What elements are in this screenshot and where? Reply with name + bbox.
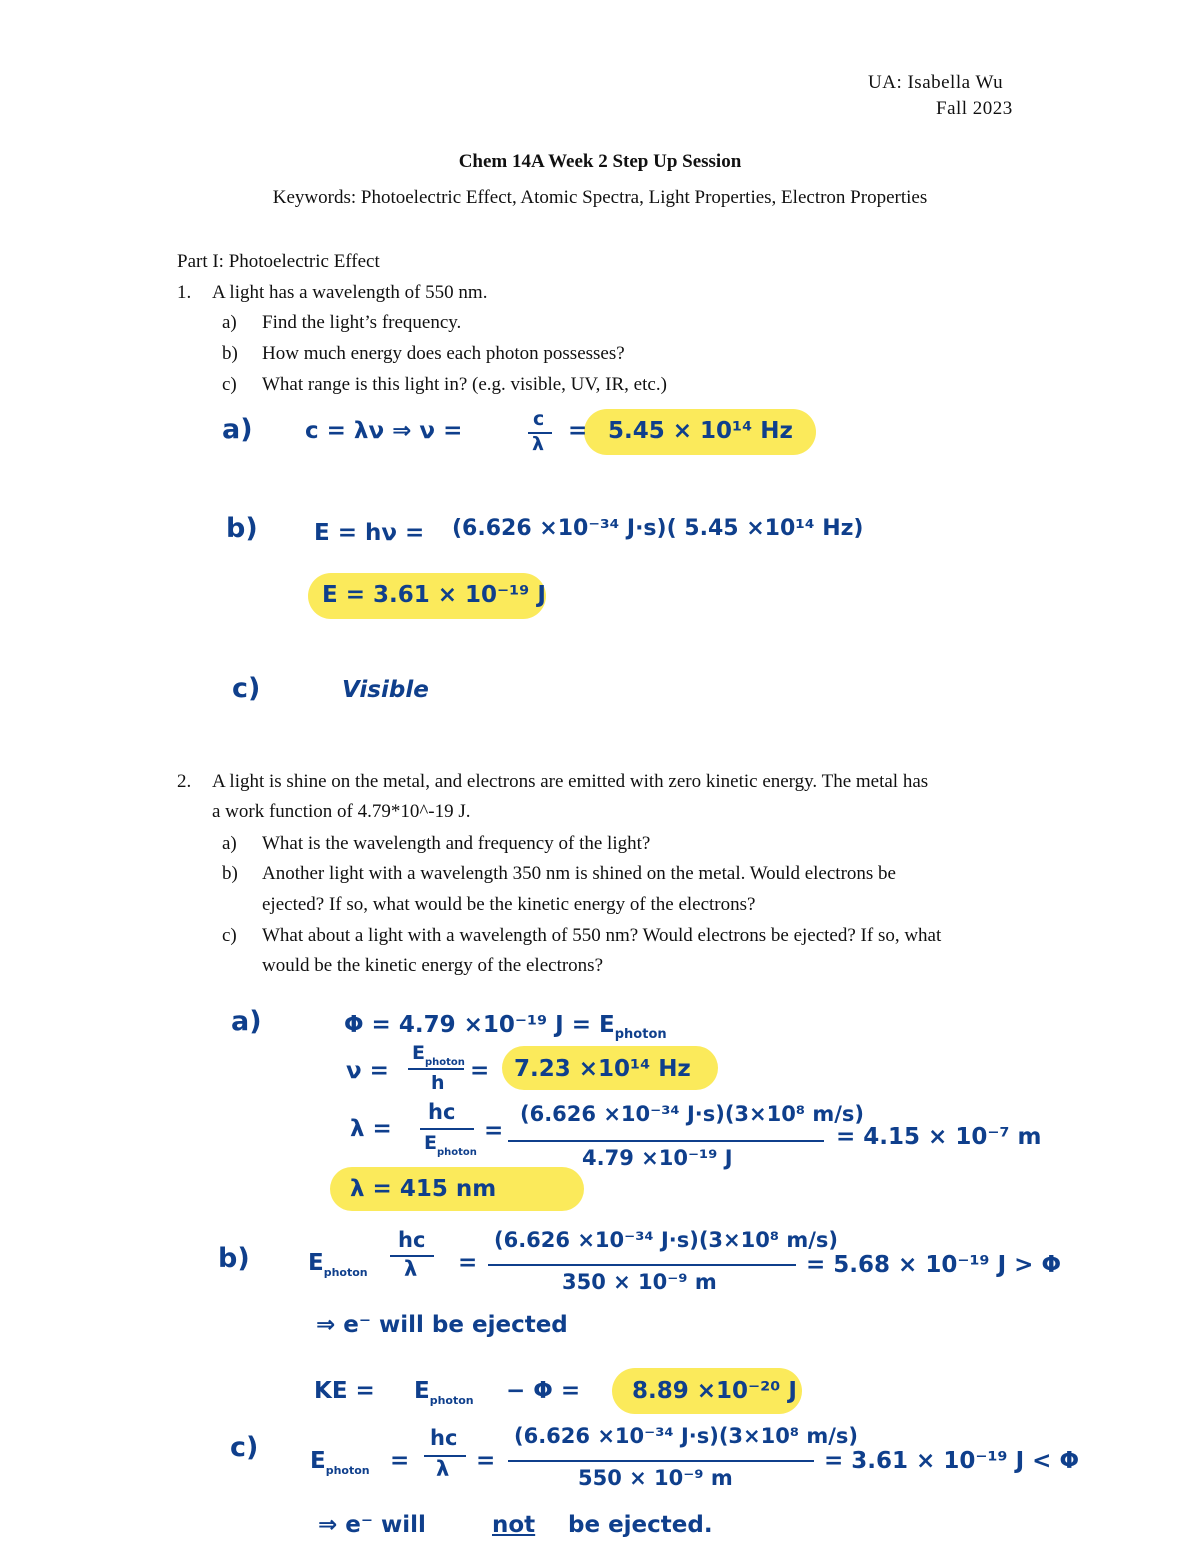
hw-2b-ke-rest: − Φ =	[506, 1378, 581, 1404]
hw-2a-lam-bar	[420, 1128, 474, 1130]
hw-1c-answer: Visible	[342, 677, 429, 703]
hw-2a-nu-eq: =	[470, 1058, 490, 1084]
page-title: Chem 14A Week 2 Step Up Session	[458, 151, 742, 172]
hw-2c-den: λ	[436, 1457, 450, 1481]
ua-name: UA: Isabella Wu	[868, 72, 1004, 93]
hw-2b-ke-mid: $E_{photon}$	[414, 1378, 474, 1407]
q1-item-b-letter: b)	[222, 343, 238, 364]
hw-1b-label: b)	[226, 513, 258, 544]
hw-2a-lam-big-bar	[508, 1140, 824, 1142]
hw-2b-ke-answer: 8.89 ×10⁻²⁰ J	[632, 1378, 797, 1404]
hw-2a-lam-big-den: 4.79 ×10⁻¹⁹ J	[582, 1146, 733, 1170]
hw-2a-lam-num: hc	[428, 1100, 456, 1124]
hw-2b-num: hc	[398, 1228, 426, 1252]
hw-2a-phi-line: Φ = 4.79 ×10⁻¹⁹ $J = E_{photon}$	[344, 1012, 667, 1042]
hw-2b-implies: ⇒ e⁻ will be ejected	[316, 1312, 568, 1338]
q2-text-line2: a work function of 4.79*10^-19 J.	[212, 801, 471, 822]
q2-number: 2.	[177, 771, 192, 792]
hw-2b-eq: =	[458, 1250, 478, 1276]
q2-item-b-text-2: ejected? If so, what would be the kinetic energy of the electrons?	[262, 894, 756, 915]
hw-2c-big-den: 550 × 10⁻⁹ m	[578, 1466, 733, 1490]
hw-2c-big-bar	[508, 1460, 814, 1462]
hw-2a-nu-bar	[408, 1068, 464, 1070]
hw-2c-implies-b: be ejected.	[568, 1512, 713, 1538]
hw-2a-label: a)	[231, 1006, 262, 1037]
hw-1a-frac-den: λ	[532, 433, 545, 455]
hw-2a-answer: λ = 415 nm	[350, 1176, 497, 1202]
keywords: Keywords: Photoelectric Effect, Atomic Spectra, Light Properties, Electron Properties	[272, 187, 928, 208]
q2-item-c-letter: c)	[222, 925, 237, 946]
hw-2c-result: = 3.61 × 10⁻¹⁹ J < Φ	[824, 1448, 1080, 1474]
q2-item-c-text-1: What about a light with a wavelength of 550 nm? Would electrons be ejected? If so, what	[262, 925, 942, 946]
hw-2c-label: c)	[230, 1432, 259, 1463]
q2-item-a-text: What is the wavelength and frequency of the light?	[262, 833, 651, 854]
q1-item-a-letter: a)	[222, 312, 237, 333]
hw-2c-lhs-eq: =	[390, 1448, 410, 1474]
q1-item-c-letter: c)	[222, 374, 237, 395]
hw-2c-lhs: $E_{photon}$	[310, 1448, 370, 1477]
hw-2a-nu-den: h	[431, 1072, 445, 1094]
hw-1a-equation: c = λν ⇒ ν =	[305, 418, 463, 444]
hw-2c-num: hc	[430, 1426, 458, 1450]
q2-item-b-text-1: Another light with a wavelength 350 nm is shined on the metal. Would electrons be	[262, 863, 896, 884]
hw-2b-big-num: (6.626 ×10⁻³⁴ J·s)(3×10⁸ m/s)	[494, 1228, 839, 1252]
part-heading: Part I: Photoelectric Effect	[177, 251, 380, 272]
hw-2b-lhs: $E_{photon}$	[308, 1250, 368, 1279]
hw-2a-lam-result: = 4.15 × 10⁻⁷ m	[836, 1124, 1042, 1150]
hw-2a-lam-den: $E_{photon}$	[424, 1132, 477, 1158]
hw-1a-label: a)	[222, 414, 253, 445]
hw-1c-label: c)	[232, 673, 261, 704]
hw-2b-result: = 5.68 × 10⁻¹⁹ J > Φ	[806, 1252, 1062, 1278]
q1-text: A light has a wavelength of 550 nm.	[212, 282, 488, 303]
q2-text-line1: A light is shine on the metal, and electrons are emitted with zero kinetic energy. The metal has	[212, 771, 929, 792]
term: Fall 2023	[936, 98, 1013, 119]
hw-2c-implies-a: ⇒ e⁻ will	[318, 1512, 426, 1538]
hw-2c-eq: =	[476, 1448, 496, 1474]
hw-2c-big-num: (6.626 ×10⁻³⁴ J·s)(3×10⁸ m/s)	[514, 1424, 859, 1448]
q2-item-a-letter: a)	[222, 833, 237, 854]
hw-1a-answer: 5.45 × 10¹⁴ Hz	[608, 418, 793, 444]
q2-item-b-letter: b)	[222, 863, 238, 884]
hw-2a-nu-lhs: ν =	[346, 1058, 389, 1084]
hw-1b-answer: E = 3.61 × 10⁻¹⁹ J	[322, 582, 546, 608]
hw-2b-big-bar	[488, 1264, 796, 1266]
hw-1a-equals: =	[568, 418, 588, 444]
q1-item-b-text: How much energy does each photon possesses?	[262, 343, 625, 364]
hw-2c-implies-not: not	[492, 1512, 536, 1538]
q1-item-a-text: Find the light’s frequency.	[262, 312, 462, 333]
hw-2a-lam-lhs: λ =	[350, 1116, 392, 1142]
hw-2b-ke-lhs: KE =	[314, 1378, 375, 1404]
hw-2a-lam-eq: =	[484, 1118, 504, 1144]
hw-1b-equation: E = hν =	[314, 520, 425, 546]
hw-1a-frac-num: c	[533, 408, 545, 430]
hw-2b-label: b)	[218, 1243, 250, 1274]
q2-item-c-text-2: would be the kinetic energy of the electrons?	[262, 955, 603, 976]
hw-2a-nu-num: $E_{photon}$	[412, 1042, 465, 1068]
hw-2a-lam-big-num: (6.626 ×10⁻³⁴ J·s)(3×10⁸ m/s)	[520, 1102, 865, 1126]
hw-2b-den: λ	[404, 1257, 418, 1281]
hw-1b-expression: (6.626 ×10⁻³⁴ J·s)( 5.45 ×10¹⁴ Hz)	[452, 516, 864, 541]
q1-number: 1.	[177, 282, 192, 303]
hw-2b-big-den: 350 × 10⁻⁹ m	[562, 1270, 717, 1294]
q1-item-c-text: What range is this light in? (e.g. visible, UV, IR, etc.)	[262, 374, 667, 395]
hw-2a-nu-answer: 7.23 ×10¹⁴ Hz	[514, 1056, 691, 1082]
